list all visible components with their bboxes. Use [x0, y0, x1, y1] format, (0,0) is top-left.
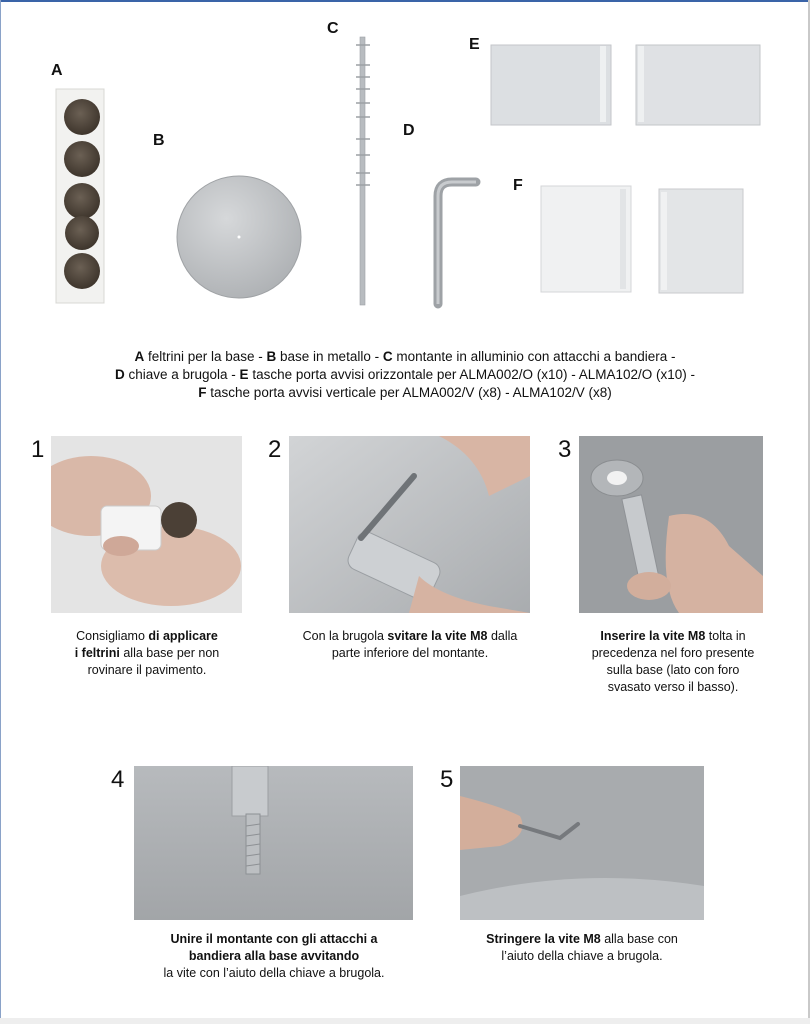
- caption-bold-text: Stringere la vite M8: [486, 932, 601, 946]
- caption-text: dalla: [487, 629, 518, 643]
- caption-text: tolta in: [705, 629, 746, 643]
- caption-bold-text: Inserire la vite M8: [600, 629, 706, 643]
- step-3-photo: [579, 436, 763, 613]
- caption-text: Con la brugola: [302, 629, 388, 643]
- part-letter-f: F: [513, 177, 523, 194]
- step-2-photo: [289, 436, 530, 613]
- step-2-caption: [275, 628, 545, 662]
- legend-letter: C: [382, 349, 393, 364]
- caption-text: Consigliamo: [76, 629, 149, 643]
- page-bottom-edge: [0, 1018, 810, 1024]
- legend-line-1: [0, 348, 810, 366]
- caption-text: rovinare il pavimento.: [87, 663, 207, 677]
- caption-bold-text: di applicare: [148, 629, 218, 643]
- part-c-aluminium-pole-image: [348, 35, 378, 307]
- legend-line-2: [0, 366, 810, 384]
- step-4-photo: [134, 766, 413, 920]
- part-letter-d: D: [403, 122, 415, 139]
- step-5-caption: [460, 931, 704, 965]
- page-top-border: [0, 0, 810, 2]
- caption-text: precedenza nel foro presente: [591, 646, 755, 660]
- step-1-caption: [40, 628, 254, 679]
- legend-text: chiave a brugola -: [124, 367, 240, 382]
- parts-legend: [0, 348, 810, 402]
- caption-bold-text: i feltrini: [74, 646, 120, 660]
- legend-text: tasche porta avvisi verticale per ALMA002/V (x8) - ALMA102/V (x8): [206, 385, 612, 400]
- part-letter-e: E: [469, 36, 480, 53]
- caption-text: la vite con l’aiuto della chiave a brugola.: [163, 966, 385, 980]
- caption-text: parte inferiore del montante.: [331, 646, 489, 660]
- part-e-horizontal-pocket-2-image: [635, 44, 761, 126]
- part-f-vertical-pocket-2-image: [658, 188, 744, 294]
- caption-bold-text: svitare la vite M8: [387, 629, 488, 643]
- step-3-caption: [573, 628, 773, 696]
- legend-letter: D: [114, 367, 125, 382]
- legend-letter: E: [239, 367, 249, 382]
- legend-text: tasche porta avvisi orizzontale per ALMA002/O (x10) - ALMA102/O (x10) -: [248, 367, 696, 382]
- caption-text: alla base con: [600, 932, 678, 946]
- step-number-4: 4: [111, 766, 125, 793]
- caption-text: l’aiuto della chiave a brugola.: [501, 949, 663, 963]
- caption-bold-text: bandiera alla base avvitando: [188, 949, 360, 963]
- step-number-2: 2: [268, 436, 282, 463]
- page-left-border: [0, 0, 1, 1024]
- part-b-metal-base-image: [163, 160, 323, 310]
- legend-letter: B: [266, 349, 277, 364]
- step-1-photo: [51, 436, 242, 613]
- legend-text: feltrini per la base -: [144, 349, 267, 364]
- step-4-caption: [140, 931, 408, 982]
- legend-line-3: [0, 384, 810, 402]
- step-number-5: 5: [440, 766, 454, 793]
- part-d-allen-key-image: [424, 170, 484, 310]
- part-a-felt-pads-image: [52, 87, 108, 305]
- caption-text: svasato verso il basso).: [607, 680, 739, 694]
- part-e-horizontal-pocket-1-image: [490, 44, 612, 126]
- legend-text: base in metallo -: [276, 349, 383, 364]
- caption-bold-text: Unire il montante con gli attacchi a: [170, 932, 378, 946]
- part-letter-b: B: [153, 132, 165, 149]
- legend-letter: F: [198, 385, 207, 400]
- legend-text: montante in alluminio con attacchi a bandiera -: [392, 349, 676, 364]
- part-f-vertical-pocket-1-image: [540, 185, 632, 293]
- legend-letter: A: [134, 349, 145, 364]
- caption-text: sulla base (lato con foro: [606, 663, 740, 677]
- part-letter-c: C: [327, 20, 339, 37]
- caption-text: alla base per non: [119, 646, 220, 660]
- step-5-photo: [460, 766, 704, 920]
- part-letter-a: A: [51, 62, 63, 79]
- step-number-3: 3: [558, 436, 572, 463]
- step-number-1: 1: [31, 436, 45, 463]
